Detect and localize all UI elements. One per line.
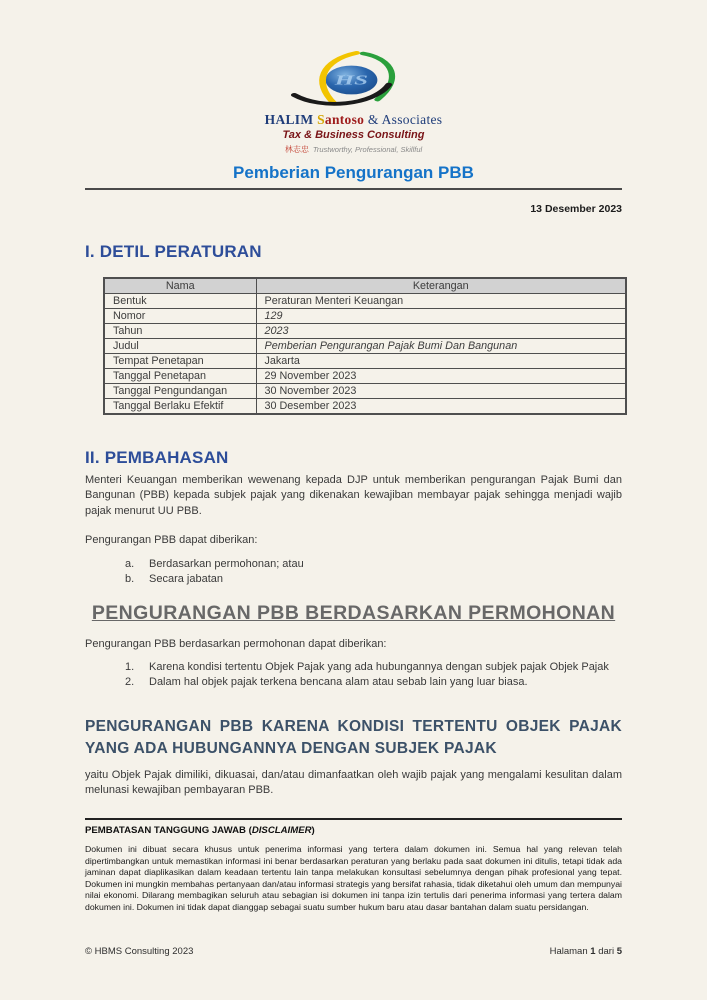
company-logo bbox=[85, 0, 622, 155]
row-value: Pemberian Pengurangan Pajak Bumi Dan Bangunan bbox=[256, 339, 626, 354]
disclaimer-section bbox=[85, 818, 622, 913]
brand-tagline: Tax & Business Consulting bbox=[282, 129, 425, 141]
brand-associates: & Associates bbox=[364, 112, 443, 127]
list-text: Dalam hal objek pajak terkena bencana alam atau sebab lain yang luar biasa. bbox=[149, 676, 528, 689]
footer-page-number bbox=[550, 946, 622, 957]
motto-text: Trustworthy, Professional, Skillful bbox=[312, 145, 423, 154]
col-header-keterangan: Keterangan bbox=[256, 278, 626, 294]
brand-s: S bbox=[317, 112, 325, 127]
row-value: 29 November 2023 bbox=[256, 369, 626, 384]
row-label: Tanggal Berlaku Efektif bbox=[104, 399, 256, 415]
section2-heading: II. PEMBAHASAN bbox=[85, 448, 229, 467]
row-value: Peraturan Menteri Keuangan bbox=[256, 294, 626, 309]
list-12 bbox=[85, 660, 622, 690]
brand-antoso: antoso bbox=[324, 112, 365, 127]
list-marker: a. bbox=[125, 557, 135, 570]
page-footer bbox=[85, 946, 622, 957]
footer-copyright: © HBMS Consulting 2023 bbox=[85, 946, 194, 957]
disclaimer-heading-close: ) bbox=[311, 825, 315, 836]
table-row bbox=[104, 309, 626, 324]
row-label: Tanggal Penetapan bbox=[104, 369, 256, 384]
row-value: 30 Desember 2023 bbox=[256, 399, 626, 415]
list-item bbox=[85, 660, 622, 675]
table-row bbox=[104, 354, 626, 369]
footer-page-total: 5 bbox=[616, 946, 622, 957]
list-marker: 1. bbox=[125, 661, 135, 674]
row-label: Nomor bbox=[104, 309, 256, 324]
brand-name bbox=[85, 112, 622, 128]
title-divider bbox=[85, 188, 622, 190]
row-value: 2023 bbox=[256, 324, 626, 339]
table-row bbox=[104, 294, 626, 309]
footer-page-label: Halaman bbox=[549, 946, 591, 957]
disclaimer-body: Dokumen ini dibuat secara khusus untuk penerima informasi yang tertera dalam dokumen ini. Semua hal yang relevan telah dipertimbangkan untuk memastikan informasi ini benar berdasarkan peraturan yang berlaku pada saat dokumen ini ditulis, tetapi tidak ada jaminan dapat diaplikasikan dalam keadaan tertentu lain tanpa melakukan konsultasi sebelumnya dengan pihak profesional yang tepat. Dokumen ini mungkin membahas pertanyaan dan/atau informasi strategis yang bersifat rahasia, tidak diketahui oleh umum dan mempunyai nilai ekonomi. Dilarang membagikan seluruh atau sebagian isi dokumen ini tanpa izin tertulis dari penerima informasi yang tertera dalam dokumen ini. Dokumen ini tidak dapat dianggap sebagai suatu sumber hukum baru atau dasar bantahan dalam suatu persidangan. bbox=[85, 844, 622, 912]
regulation-detail-table bbox=[103, 277, 627, 415]
section1-heading: I. DETIL PERATURAN bbox=[85, 242, 262, 261]
chinese-name: 林志忠 bbox=[284, 145, 309, 154]
paragraph-dapat-diberikan: Pengurangan PBB dapat diberikan: bbox=[85, 534, 258, 547]
footer-of-label: dari bbox=[595, 946, 617, 957]
paragraph-wewenang: Menteri Keuangan memberikan wewenang kepada DJP untuk memberikan pengurangan Pajak Bumi dan Bangunan (PBB) kepada subjek pajak yang dikenakan kewajiban membayar pajak sehingga menjadi wajib pajak menurut UU PBB. bbox=[85, 474, 622, 517]
table-row bbox=[104, 384, 626, 399]
paragraph-permohonan: Pengurangan PBB berdasarkan permohonan dapat diberikan: bbox=[85, 637, 387, 650]
brand-halim: HALIM bbox=[264, 112, 318, 127]
list-text: Secara jabatan bbox=[149, 572, 223, 585]
footer-page-num: 1 bbox=[590, 946, 596, 957]
row-value: Jakarta bbox=[256, 354, 626, 369]
list-marker: 2. bbox=[125, 676, 135, 689]
disclaimer-heading bbox=[85, 825, 622, 836]
row-label: Tahun bbox=[104, 324, 256, 339]
page-title: Pemberian Pengurangan PBB bbox=[233, 163, 474, 182]
table-row bbox=[104, 324, 626, 339]
subheading-permohonan: PENGURANGAN PBB BERDASARKAN PERMOHONAN bbox=[91, 601, 616, 624]
row-label: Judul bbox=[104, 339, 256, 354]
paragraph-yaitu: yaitu Objek Pajak dimiliki, dikuasai, dan/atau dimanfaatkan oleh wajib pajak yang mengalami kesulitan dalam melunasi kewajiban pembayaran PBB. bbox=[85, 768, 622, 796]
list-item bbox=[85, 557, 622, 572]
list-text: Karena kondisi tertentu Objek Pajak yang ada hubungannya dengan subjek pajak Objek Pajak bbox=[149, 661, 609, 674]
list-text: Berdasarkan permohonan; atau bbox=[149, 557, 304, 570]
table-row bbox=[104, 369, 626, 384]
globe-orbit-logo-icon bbox=[286, 50, 421, 110]
globe-monogram: HS bbox=[334, 72, 369, 89]
brand-motto bbox=[85, 144, 622, 155]
list-ab bbox=[85, 557, 622, 587]
subheading-kondisi-tertentu: PENGURANGAN PBB KARENA KONDISI TERTENTU OBJEK PAJAK YANG ADA HUBUNGANNYA DENGAN SUBJEK PAJAK bbox=[85, 717, 622, 758]
row-label: Tanggal Pengundangan bbox=[104, 384, 256, 399]
col-header-nama: Nama bbox=[104, 278, 256, 294]
row-value: 30 November 2023 bbox=[256, 384, 626, 399]
row-label: Tempat Penetapan bbox=[104, 354, 256, 369]
list-item bbox=[85, 675, 622, 690]
list-item bbox=[85, 572, 622, 587]
document-date: 13 Desember 2023 bbox=[530, 203, 622, 215]
disclaimer-heading-open: PEMBATASAN TANGGUNG JAWAB ( bbox=[85, 825, 252, 836]
table-row bbox=[104, 399, 626, 415]
table-row bbox=[104, 339, 626, 354]
row-value: 129 bbox=[256, 309, 626, 324]
disclaimer-heading-italic: DISCLAIMER bbox=[251, 825, 312, 836]
row-label: Bentuk bbox=[104, 294, 256, 309]
table-header-row bbox=[104, 278, 626, 294]
list-marker: b. bbox=[125, 572, 135, 585]
